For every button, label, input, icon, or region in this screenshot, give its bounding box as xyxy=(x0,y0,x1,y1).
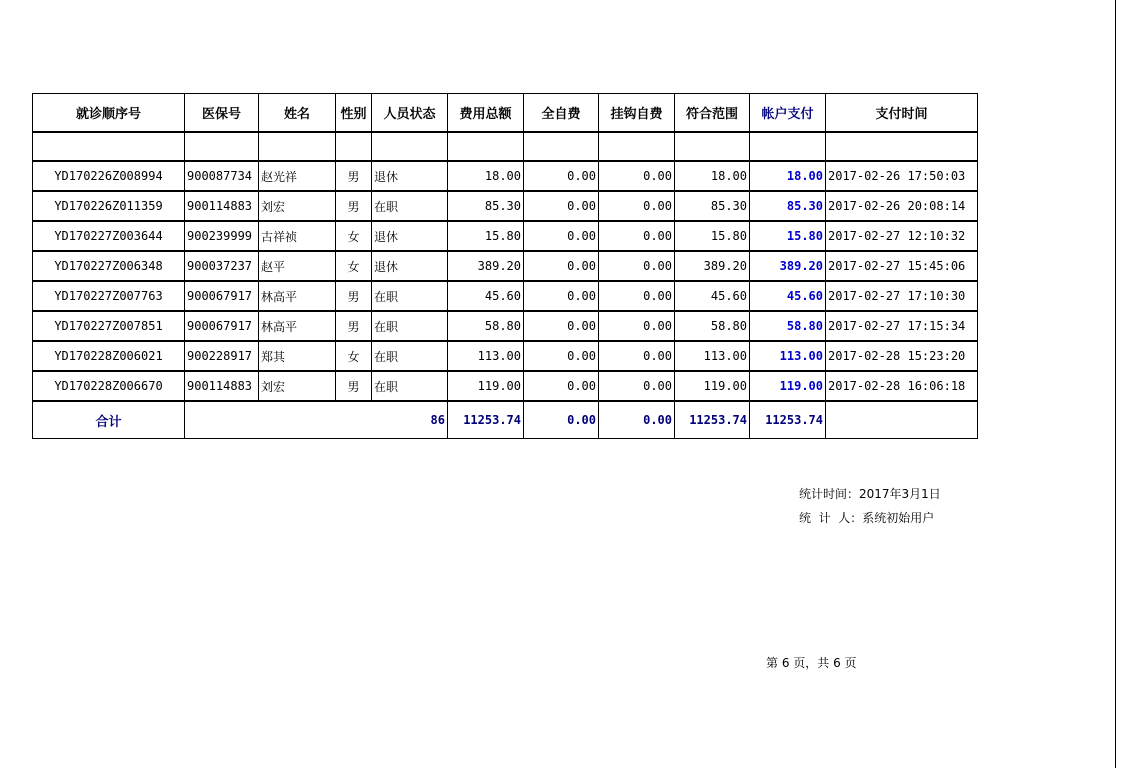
gender-cell: 女 xyxy=(336,251,372,281)
gender-cell: 女 xyxy=(336,341,372,371)
in-scope-cell: 389.20 xyxy=(675,251,750,281)
pay-time-cell: 2017-02-28 15:23:20 xyxy=(826,341,978,371)
self-paid-cell: 0.00 xyxy=(524,221,599,251)
name-cell: 赵光祥 xyxy=(259,161,336,191)
totals-account-paid: 11253.74 xyxy=(750,401,826,439)
insurance-no-cell: 900239999 xyxy=(185,221,259,251)
status-cell: 在职 xyxy=(372,311,448,341)
gender-cell: 男 xyxy=(336,281,372,311)
name-cell: 古祥祯 xyxy=(259,221,336,251)
pay-time-cell: 2017-02-28 16:06:18 xyxy=(826,371,978,401)
stat-person: 统 计 人：系统初始用户 xyxy=(799,511,935,525)
account-paid-cell: 85.30 xyxy=(750,191,826,221)
table-row xyxy=(33,221,978,251)
name-cell: 林高平 xyxy=(259,311,336,341)
linked-self-cell: 0.00 xyxy=(599,371,675,401)
column-header: 挂钩自费 xyxy=(599,94,675,133)
column-header: 就诊顺序号 xyxy=(33,94,185,133)
account-paid-cell: 45.60 xyxy=(750,281,826,311)
in-scope-cell: 45.60 xyxy=(675,281,750,311)
in-scope-cell: 15.80 xyxy=(675,221,750,251)
page-indicator: 第 6 页，共 6 页 xyxy=(766,656,857,670)
total-cell: 18.00 xyxy=(448,161,524,191)
settlement-table xyxy=(32,93,978,439)
visit-no-cell: YD170227Z003644 xyxy=(33,221,185,251)
column-header: 全自费 xyxy=(524,94,599,133)
visit-no-cell: YD170227Z006348 xyxy=(33,251,185,281)
table-row xyxy=(33,161,978,191)
status-cell: 退休 xyxy=(372,221,448,251)
name-cell: 郑其 xyxy=(259,341,336,371)
status-cell: 在职 xyxy=(372,341,448,371)
column-header: 符合范围 xyxy=(675,94,750,133)
self-paid-cell: 0.00 xyxy=(524,161,599,191)
total-cell: 389.20 xyxy=(448,251,524,281)
status-cell: 在职 xyxy=(372,281,448,311)
status-cell: 退休 xyxy=(372,161,448,191)
pay-time-cell: 2017-02-27 17:10:30 xyxy=(826,281,978,311)
stat-time: 统计时间：2017年3月1日 xyxy=(799,487,941,501)
name-cell: 刘宏 xyxy=(259,371,336,401)
account-paid-cell: 113.00 xyxy=(750,341,826,371)
linked-self-cell: 0.00 xyxy=(599,251,675,281)
column-header: 费用总额 xyxy=(448,94,524,133)
blank-row xyxy=(33,132,978,161)
total-cell: 85.30 xyxy=(448,191,524,221)
totals-row xyxy=(33,401,978,439)
self-paid-cell: 0.00 xyxy=(524,251,599,281)
self-paid-cell: 0.00 xyxy=(524,371,599,401)
total-cell: 113.00 xyxy=(448,341,524,371)
account-paid-cell: 389.20 xyxy=(750,251,826,281)
insurance-no-cell: 900087734 xyxy=(185,161,259,191)
insurance-no-cell: 900228917 xyxy=(185,341,259,371)
column-header: 医保号 xyxy=(185,94,259,133)
linked-self-cell: 0.00 xyxy=(599,221,675,251)
visit-no-cell: YD170226Z008994 xyxy=(33,161,185,191)
insurance-no-cell: 900114883 xyxy=(185,191,259,221)
linked-self-cell: 0.00 xyxy=(599,341,675,371)
status-cell: 在职 xyxy=(372,371,448,401)
insurance-no-cell: 900067917 xyxy=(185,281,259,311)
header-row xyxy=(33,94,978,133)
column-header: 支付时间 xyxy=(826,94,978,133)
name-cell: 林高平 xyxy=(259,281,336,311)
visit-no-cell: YD170228Z006021 xyxy=(33,341,185,371)
gender-cell: 男 xyxy=(336,371,372,401)
table-row xyxy=(33,191,978,221)
self-paid-cell: 0.00 xyxy=(524,191,599,221)
totals-label: 合计 xyxy=(33,401,185,439)
gender-cell: 男 xyxy=(336,161,372,191)
account-paid-cell: 15.80 xyxy=(750,221,826,251)
status-cell: 退休 xyxy=(372,251,448,281)
pay-time-cell: 2017-02-27 12:10:32 xyxy=(826,221,978,251)
visit-no-cell: YD170227Z007851 xyxy=(33,311,185,341)
in-scope-cell: 113.00 xyxy=(675,341,750,371)
pay-time-cell: 2017-02-27 15:45:06 xyxy=(826,251,978,281)
table-row xyxy=(33,281,978,311)
gender-cell: 女 xyxy=(336,221,372,251)
page-right-border xyxy=(1115,0,1116,768)
insurance-no-cell: 900067917 xyxy=(185,311,259,341)
in-scope-cell: 18.00 xyxy=(675,161,750,191)
table-row xyxy=(33,371,978,401)
name-cell: 刘宏 xyxy=(259,191,336,221)
account-paid-cell: 58.80 xyxy=(750,311,826,341)
table-row xyxy=(33,311,978,341)
pay-time-cell: 2017-02-26 20:08:14 xyxy=(826,191,978,221)
account-paid-cell: 119.00 xyxy=(750,371,826,401)
account-paid-cell: 18.00 xyxy=(750,161,826,191)
self-paid-cell: 0.00 xyxy=(524,341,599,371)
totals-linked-self: 0.00 xyxy=(599,401,675,439)
linked-self-cell: 0.00 xyxy=(599,161,675,191)
status-cell: 在职 xyxy=(372,191,448,221)
insurance-no-cell: 900114883 xyxy=(185,371,259,401)
visit-no-cell: YD170226Z011359 xyxy=(33,191,185,221)
column-header: 性别 xyxy=(336,94,372,133)
linked-self-cell: 0.00 xyxy=(599,281,675,311)
total-cell: 119.00 xyxy=(448,371,524,401)
in-scope-cell: 58.80 xyxy=(675,311,750,341)
gender-cell: 男 xyxy=(336,191,372,221)
insurance-no-cell: 900037237 xyxy=(185,251,259,281)
column-header: 帐户支付 xyxy=(750,94,826,133)
pay-time-cell: 2017-02-26 17:50:03 xyxy=(826,161,978,191)
total-cell: 15.80 xyxy=(448,221,524,251)
self-paid-cell: 0.00 xyxy=(524,311,599,341)
visit-no-cell: YD170227Z007763 xyxy=(33,281,185,311)
totals-total: 11253.74 xyxy=(448,401,524,439)
self-paid-cell: 0.00 xyxy=(524,281,599,311)
in-scope-cell: 119.00 xyxy=(675,371,750,401)
pay-time-cell: 2017-02-27 17:15:34 xyxy=(826,311,978,341)
in-scope-cell: 85.30 xyxy=(675,191,750,221)
total-cell: 58.80 xyxy=(448,311,524,341)
totals-empty xyxy=(826,401,978,439)
totals-in-scope: 11253.74 xyxy=(675,401,750,439)
totals-self-paid: 0.00 xyxy=(524,401,599,439)
visit-no-cell: YD170228Z006670 xyxy=(33,371,185,401)
table-row xyxy=(33,251,978,281)
column-header: 姓名 xyxy=(259,94,336,133)
table-row xyxy=(33,341,978,371)
linked-self-cell: 0.00 xyxy=(599,191,675,221)
name-cell: 赵平 xyxy=(259,251,336,281)
linked-self-cell: 0.00 xyxy=(599,311,675,341)
gender-cell: 男 xyxy=(336,311,372,341)
column-header: 人员状态 xyxy=(372,94,448,133)
totals-count: 86 xyxy=(185,401,448,439)
total-cell: 45.60 xyxy=(448,281,524,311)
